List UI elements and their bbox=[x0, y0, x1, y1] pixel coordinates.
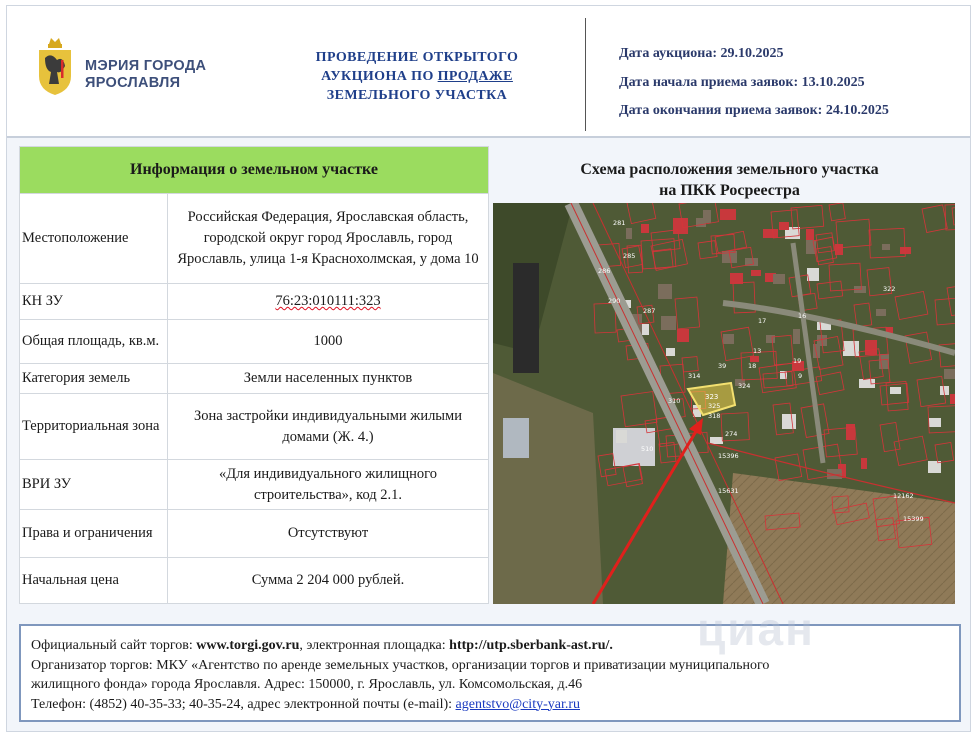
map-roof bbox=[666, 348, 675, 356]
map-roof bbox=[806, 229, 814, 240]
row-label: Права и ограничения bbox=[20, 510, 168, 558]
map-label: 287 bbox=[643, 307, 656, 315]
map-label: 12162 bbox=[893, 492, 914, 500]
platform-link[interactable]: http://utp.sberbank-ast.ru/. bbox=[449, 638, 613, 653]
target-parcel-label: 323 bbox=[705, 393, 719, 401]
torgi-site-link[interactable]: www.torgi.gov.ru bbox=[196, 638, 300, 653]
map-roof bbox=[626, 228, 632, 239]
row-value: Российская Федерация, Ярославская область, городской округ город Ярославль, город Ярославль, улица 1-я Краснохолмская, у дома 10 bbox=[168, 194, 489, 284]
map-label: 15631 bbox=[718, 487, 739, 495]
table-row bbox=[20, 284, 489, 320]
cadastral-map-image bbox=[493, 203, 955, 604]
footer-line-1 bbox=[31, 636, 959, 656]
map-label: 274 bbox=[725, 430, 738, 438]
date-applications-start: Дата начала приема заявок: 13.10.2025 bbox=[619, 74, 865, 90]
auction-title-line-2 bbox=[292, 67, 542, 86]
map-roof bbox=[661, 316, 676, 330]
header bbox=[7, 6, 970, 138]
map-label: 15399 bbox=[903, 515, 924, 523]
table-row bbox=[20, 194, 489, 284]
map-roof bbox=[882, 244, 890, 250]
map-roof bbox=[710, 437, 723, 444]
page-frame bbox=[6, 5, 971, 732]
auction-title-line-2a: АУКЦИОНА ПО bbox=[321, 69, 438, 84]
footer-site-label: Официальный сайт торгов: bbox=[31, 638, 197, 653]
table-row bbox=[20, 394, 489, 460]
map-label: 314 bbox=[688, 372, 701, 380]
logo-text bbox=[85, 58, 206, 92]
map-building bbox=[513, 263, 539, 373]
date-auction: Дата аукциона: 29.10.2025 bbox=[619, 46, 784, 61]
map-label: 318 bbox=[708, 412, 721, 420]
cian-watermark: циан bbox=[697, 603, 815, 655]
map-label: 290 bbox=[608, 297, 621, 305]
row-value: Зона застройки индивидуальными жилыми домами (Ж. 4.) bbox=[168, 394, 489, 460]
map-label: 17 bbox=[758, 317, 767, 325]
auction-title bbox=[292, 48, 542, 105]
footer-platform-label: , электронная площадка: bbox=[299, 638, 450, 653]
map-label: 9 bbox=[798, 372, 803, 380]
map-title bbox=[497, 159, 962, 201]
map-label: 16 bbox=[798, 312, 807, 320]
coat-of-arms-icon bbox=[37, 38, 73, 96]
header-divider bbox=[585, 18, 586, 131]
map-label: 285 bbox=[623, 252, 636, 260]
email-link[interactable]: agentstvo@city-yar.ru bbox=[455, 696, 581, 712]
map-roof bbox=[846, 424, 855, 440]
map-roof bbox=[751, 270, 761, 276]
row-label: Начальная цена bbox=[20, 558, 168, 604]
row-value: 1000 bbox=[168, 320, 489, 364]
map-roof bbox=[779, 222, 789, 230]
map-roof bbox=[720, 209, 736, 220]
cadastral-map[interactable] bbox=[493, 203, 955, 604]
footer-line-2: Организатор торгов: МКУ «Агентство по аренде земельных участков, организации торгов и приватизации муниципального bbox=[31, 657, 770, 673]
map-building bbox=[503, 418, 529, 458]
row-value: Сумма 2 204 000 рублей. bbox=[168, 558, 489, 604]
logo-line-2: ЯРОСЛАВЛЯ bbox=[85, 75, 181, 91]
row-label: Категория земель bbox=[20, 364, 168, 394]
map-roof bbox=[793, 329, 800, 344]
map-label: 13 bbox=[753, 347, 762, 355]
map-roof bbox=[677, 329, 689, 342]
row-label: КН ЗУ bbox=[20, 284, 168, 320]
map-label: 322 bbox=[883, 285, 896, 293]
table-row bbox=[20, 460, 489, 510]
parcel-info-title: Информация о земельном участке bbox=[20, 147, 489, 194]
map-roof bbox=[843, 341, 859, 356]
auction-title-line-3: ЗЕМЕЛЬНОГО УЧАСТКА bbox=[326, 88, 508, 103]
map-roof bbox=[616, 430, 627, 443]
auction-dates bbox=[619, 40, 889, 126]
map-roof bbox=[929, 418, 941, 427]
parcel-info-table bbox=[19, 146, 489, 604]
footer-info bbox=[19, 624, 961, 722]
map-label: 18 bbox=[748, 362, 757, 370]
map-roof bbox=[865, 340, 877, 355]
map-label: 19 bbox=[793, 357, 802, 365]
map-roof bbox=[766, 335, 775, 343]
map-roof bbox=[890, 387, 901, 394]
row-value: Земли населенных пунктов bbox=[168, 364, 489, 394]
map-roof bbox=[782, 414, 796, 429]
row-label: Территориальная зона bbox=[20, 394, 168, 460]
map-label: 15396 bbox=[718, 452, 739, 460]
map-roof bbox=[763, 229, 778, 238]
row-label: ВРИ ЗУ bbox=[20, 460, 168, 510]
map-roof bbox=[696, 218, 706, 227]
map-label: 310 bbox=[668, 397, 681, 405]
table-row bbox=[20, 364, 489, 394]
footer-phone: Телефон: (4852) 40-35-33; 40-35-24, адрес электронной почты (e-mail): bbox=[31, 696, 456, 712]
map-title-line-2: на ПКК Росреестра bbox=[659, 182, 800, 199]
map-roof bbox=[673, 218, 688, 234]
map-roof bbox=[658, 284, 672, 299]
map-label: 324 bbox=[738, 382, 751, 390]
map-label: 39 bbox=[718, 362, 727, 370]
table-row bbox=[20, 510, 489, 558]
map-roof bbox=[773, 274, 785, 284]
row-value: Отсутствуют bbox=[168, 510, 489, 558]
row-label: Местоположение bbox=[20, 194, 168, 284]
auction-title-line-1: ПРОВЕДЕНИЕ ОТКРЫТОГО bbox=[315, 50, 519, 65]
footer-line-4 bbox=[31, 695, 959, 715]
footer-line-3: жилищного фонда» города Ярославля. Адрес: 150000, г. Ярославль, ул. Комсомольская, д.46 bbox=[31, 677, 583, 692]
cadastral-number: 76:23:010111:323 bbox=[275, 293, 381, 309]
map-title-line-1: Схема расположения земельного участка bbox=[580, 161, 879, 178]
map-label: 281 bbox=[613, 219, 626, 227]
map-roof bbox=[861, 458, 867, 469]
map-label: 325 bbox=[708, 402, 721, 410]
map-label: 510 bbox=[641, 445, 654, 453]
table-row bbox=[20, 558, 489, 604]
map-roof bbox=[876, 309, 886, 316]
map-label: 286 bbox=[598, 267, 611, 275]
map-roof bbox=[723, 334, 734, 344]
auction-title-line-2b: ПРОДАЖЕ bbox=[437, 69, 513, 84]
map-roof bbox=[642, 324, 649, 335]
map-roof bbox=[641, 224, 649, 233]
row-value: «Для индивидуального жилищного строительства», код 2.1. bbox=[168, 460, 489, 510]
date-applications-end: Дата окончания приема заявок: 24.10.2025 bbox=[619, 103, 889, 118]
table-row bbox=[20, 320, 489, 364]
row-label: Общая площадь, кв.м. bbox=[20, 320, 168, 364]
map-roof bbox=[950, 394, 955, 404]
map-roof bbox=[944, 369, 955, 379]
logo-line-1: МЭРИЯ ГОРОДА bbox=[85, 58, 207, 74]
city-hall-logo bbox=[37, 38, 227, 98]
